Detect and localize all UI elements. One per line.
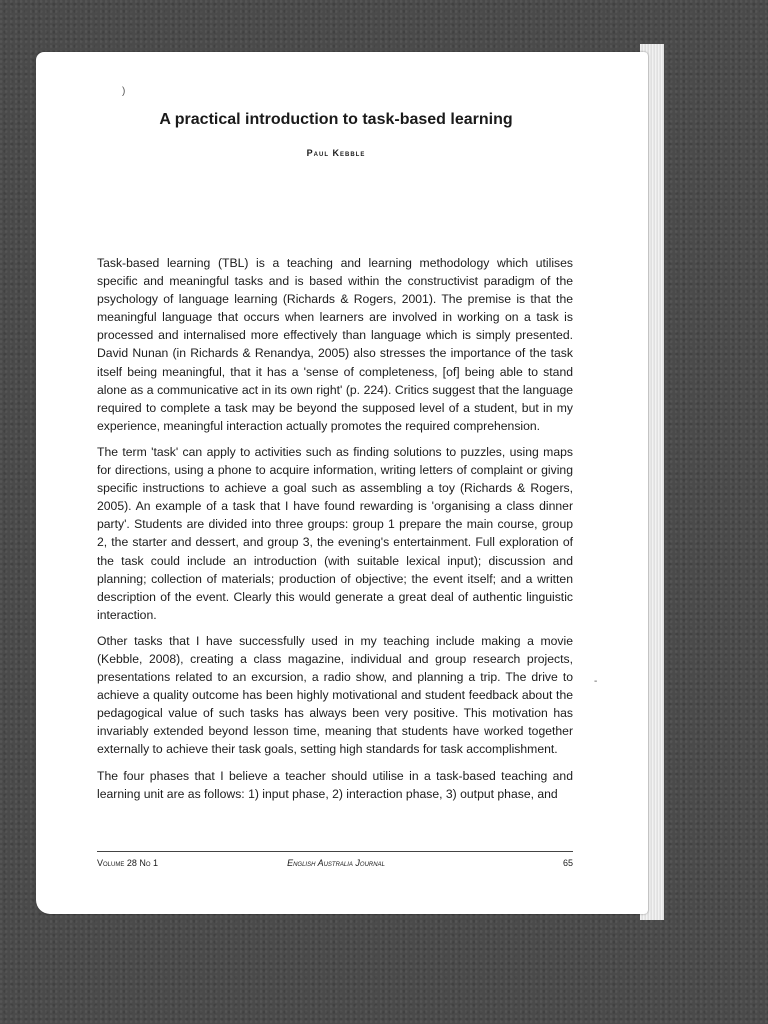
paragraph: Other tasks that I have successfully used in my teaching include making a movie (Kebble, 2008), creating a class magazine, individual and group research projects, presentations related to an excursion, a radio show, and planning a trip. The drive to achieve a quality outcome has been highly motivational and student feedback about the pedagogical value of such tasks has always been very positive. This motivation has invariably extended beyond lesson time, meaning that students have worked together externally to achieve their task goals, setting high standards for task accomplishment. [97,633,573,757]
paragraph: The four phases that I believe a teacher should utilise in a task-based teaching and learning unit are as follows: 1) input phase, 2) interaction phase, 3) output phase, and [97,768,573,801]
article-body [97,254,573,811]
footer-divider [97,851,573,852]
scan-speck: · [16,562,20,573]
scan-speck: ) [122,86,126,97]
paragraph: The term 'task' can apply to activities such as finding solutions to puzzles, using maps for directions, using a phone to acquire information, writing letters of complaint or giving specific instructions to achieve a goal such as assembling a toy (Richards & Rogers, 2005). An example of a task that I have found rewarding is 'organising a class dinner party'. Students are divided into three groups: group 1 prepare the main course, group 2, the starter and dessert, and group 3, the evening's entertainment. Full exploration of the task could include an introduction (with suitable lexical input); discussion and planning; collection of materials; production of objective; the event itself; and a written description of the event. Clearly this would generate a great deal of authentic linguistic interaction. [97,444,573,622]
footer-volume: Volume 28 No 1 [97,858,159,868]
footer-page-number: 65 [562,858,573,868]
article-title: A practical introduction to task-based learning [159,111,513,128]
paragraph: Task-based learning (TBL) is a teaching and learning methodology which utilises specific and meaningful tasks and is based within the constructivist paradigm of the psychology of language learning (Richards & Rogers, 2001). The premise is that the meaningful language that occurs when learners are involved in working on a task is processed and internalised more effectively than language which is simply presented. David Nunan (in Richards & Renandya, 2005) also stresses the importance of the task itself being meaningful, that it has a 'sense of completeness, [of] being able to stand alone as a communicative act in its own right' (p. 224). Critics suggest that the language required to complete a task may be beyond the supposed level of a student, but in my experience, meaningful interaction actually promotes the required comprehension. [97,256,573,433]
scan-speck: · [18,702,22,713]
footer-journal-name: English Australia Journal [287,858,385,868]
article-author: Paul Kebble [306,148,366,158]
scan-speck: - [594,676,598,687]
journal-page [16,52,648,914]
